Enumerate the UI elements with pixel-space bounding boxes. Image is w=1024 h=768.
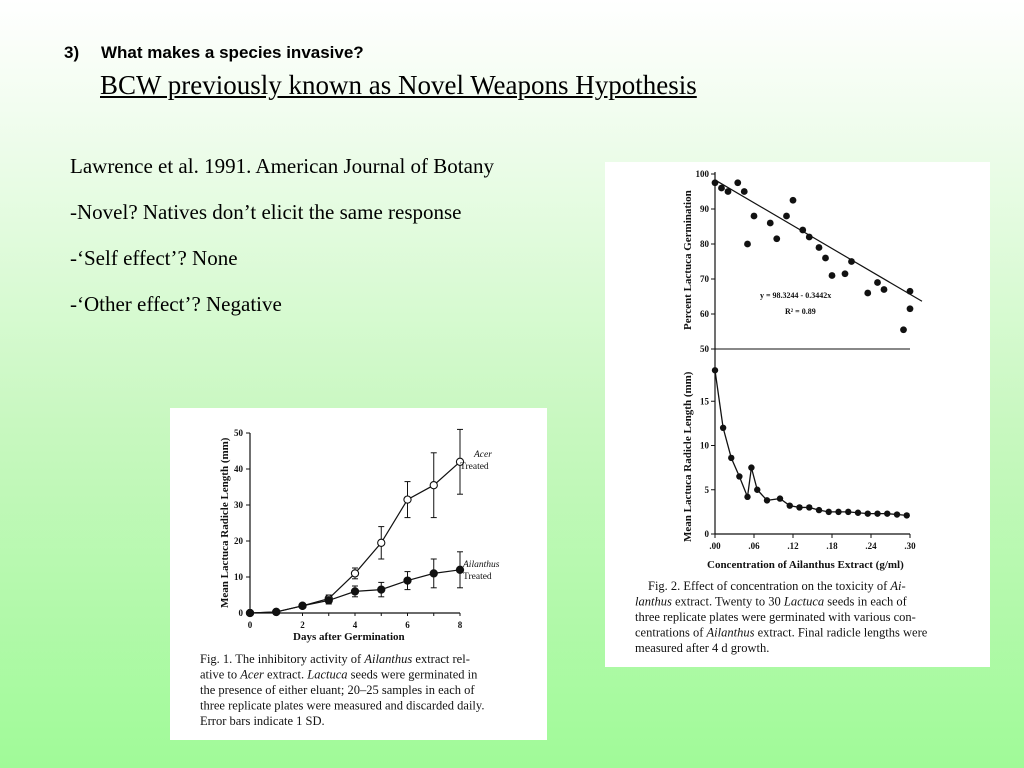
legend-ailanthus-line1: Ailanthus xyxy=(463,560,500,570)
data-point xyxy=(744,494,750,500)
slide-subtitle: BCW previously known as Novel Weapons Hypothesis xyxy=(100,70,697,100)
bullet-citation: Lawrence et al. 1991. American Journal of Botany xyxy=(70,154,494,178)
data-point xyxy=(874,510,880,516)
caption-line: centrations of Ailanthus extract. Final radicle lengths were xyxy=(635,625,928,640)
data-point xyxy=(273,608,280,615)
y-tick-label: 70 xyxy=(700,274,709,284)
x-tick-label: .24 xyxy=(865,541,877,551)
data-point xyxy=(404,577,411,584)
x-tick-label: .12 xyxy=(787,541,799,551)
series-line xyxy=(715,370,907,515)
data-point xyxy=(748,464,754,470)
data-point xyxy=(430,482,437,489)
x-tick-label: 2 xyxy=(300,620,305,630)
regression-equation: y = 98.3244 - 0.3442x xyxy=(760,291,832,300)
data-point xyxy=(378,539,385,546)
y-tick-label: 0 xyxy=(704,529,709,539)
data-point xyxy=(725,188,732,195)
data-point xyxy=(351,570,358,577)
figure-2 xyxy=(605,162,990,667)
data-point xyxy=(351,588,358,595)
caption-line: Error bars indicate 1 SD. xyxy=(200,714,325,728)
data-point xyxy=(864,290,871,297)
legend-acer-line1: Acer xyxy=(474,450,492,460)
x-tick-label: 8 xyxy=(457,620,463,630)
figure-2-caption xyxy=(635,579,928,655)
data-point xyxy=(751,213,758,220)
y-tick-label: 100 xyxy=(695,169,709,179)
data-point xyxy=(907,288,914,295)
regression-r2: R² = 0.89 xyxy=(785,307,816,316)
bullet-novel: -Novel? Natives don’t elicit the same response xyxy=(70,200,462,224)
bullet-self-effect: -‘Self effect’? None xyxy=(70,246,238,270)
caption-line: Fig. 2. Effect of concentration on the toxicity of Ai- xyxy=(648,579,906,593)
data-point xyxy=(826,509,832,515)
data-point xyxy=(378,586,385,593)
bullet-list xyxy=(70,152,570,336)
data-point xyxy=(741,188,748,195)
data-point xyxy=(900,326,907,333)
bullet-other-effect: -‘Other effect’? Negative xyxy=(70,292,282,316)
data-point xyxy=(816,507,822,513)
data-point xyxy=(884,510,890,516)
caption-line: Fig. 1. The inhibitory activity of Ailanthus extract rel- xyxy=(200,652,470,666)
data-point xyxy=(796,504,802,510)
y-tick-label: 15 xyxy=(700,396,709,407)
figure-1-ylabel: Mean Lactuca Radicle Length (mm) xyxy=(219,437,231,608)
x-tick-label: .18 xyxy=(826,541,838,551)
legend-acer-line2: Treated xyxy=(460,462,489,472)
data-point xyxy=(816,244,823,251)
figure-2-xlabel: Concentration of Ailanthus Extract (g/ml) xyxy=(707,559,904,571)
figure-2-top-ylabel: Percent Lactuca Germination xyxy=(682,190,694,330)
y-tick-label: 5 xyxy=(704,484,709,495)
data-point xyxy=(754,487,760,493)
caption-line: three replicate plates were measured and discarded daily. xyxy=(200,698,485,713)
data-point xyxy=(907,305,914,312)
x-tick-label: 0 xyxy=(247,620,253,630)
data-point xyxy=(894,511,900,517)
x-tick-label: .30 xyxy=(904,541,916,551)
y-tick-label: 60 xyxy=(700,309,709,319)
y-tick-label: 90 xyxy=(700,204,709,214)
x-tick-label: 4 xyxy=(352,620,358,630)
data-point xyxy=(874,279,881,286)
data-point xyxy=(777,495,783,501)
data-point xyxy=(806,234,813,241)
data-point xyxy=(325,597,332,604)
y-tick-label: 30 xyxy=(234,500,243,510)
data-point xyxy=(736,473,742,479)
x-tick-label: 6 xyxy=(405,620,410,630)
y-tick-label: 10 xyxy=(234,572,243,582)
y-tick-label: 20 xyxy=(234,536,243,546)
figure-1 xyxy=(170,408,547,740)
data-point xyxy=(842,270,849,277)
figure-1-caption xyxy=(200,652,484,728)
figure-2-bottom-ylabel: Mean Lactuca Radicle Length (mm) xyxy=(682,371,694,542)
data-point xyxy=(787,502,793,508)
data-point xyxy=(845,509,851,515)
y-tick-label: 10 xyxy=(700,440,709,451)
data-point xyxy=(829,272,836,279)
data-point xyxy=(773,235,780,242)
data-point xyxy=(764,497,770,503)
figure-1-chart xyxy=(170,408,547,740)
data-point xyxy=(720,425,726,431)
x-tick-label: .06 xyxy=(748,541,760,551)
caption-line: ative to Acer extract. Lactuca seeds were germinated in xyxy=(200,667,478,682)
y-tick-label: 80 xyxy=(700,239,709,249)
data-point xyxy=(767,220,774,227)
data-point xyxy=(728,455,734,461)
data-point xyxy=(835,509,841,515)
x-tick-label: .00 xyxy=(709,541,721,551)
data-point xyxy=(734,179,741,186)
data-point xyxy=(881,286,888,293)
data-point xyxy=(822,255,829,262)
data-point xyxy=(718,185,725,192)
data-point xyxy=(404,496,411,503)
y-tick-label: 50 xyxy=(700,344,709,354)
data-point xyxy=(430,570,437,577)
caption-line: lanthus extract. Twenty to 30 Lactuca seeds in each of xyxy=(635,594,907,609)
data-point xyxy=(799,227,806,234)
caption-line: measured after 4 d growth. xyxy=(635,641,770,655)
data-point xyxy=(904,512,910,518)
data-point xyxy=(855,510,861,516)
data-point xyxy=(783,213,790,220)
data-point xyxy=(712,367,718,373)
slide-number: 3) xyxy=(64,43,80,62)
data-point xyxy=(299,602,306,609)
legend-ailanthus-line2: Treated xyxy=(463,572,492,582)
data-point xyxy=(246,609,253,616)
y-tick-label: 0 xyxy=(238,608,243,618)
y-tick-label: 40 xyxy=(234,464,243,474)
data-point xyxy=(790,197,797,204)
data-point xyxy=(865,510,871,516)
figure-1-xlabel: Days after Germination xyxy=(293,631,405,643)
data-point xyxy=(848,258,855,265)
slide-question: What makes a species invasive? xyxy=(101,43,364,62)
figure-2-chart xyxy=(605,162,990,667)
caption-line: the presence of either eluant; 20–25 samples in each of xyxy=(200,683,475,697)
data-point xyxy=(806,504,812,510)
data-point xyxy=(744,241,751,248)
y-tick-label: 50 xyxy=(234,428,243,438)
caption-line: three replicate plates were germinated with various con- xyxy=(635,610,916,624)
regression-line xyxy=(715,180,922,301)
data-point xyxy=(712,179,719,186)
